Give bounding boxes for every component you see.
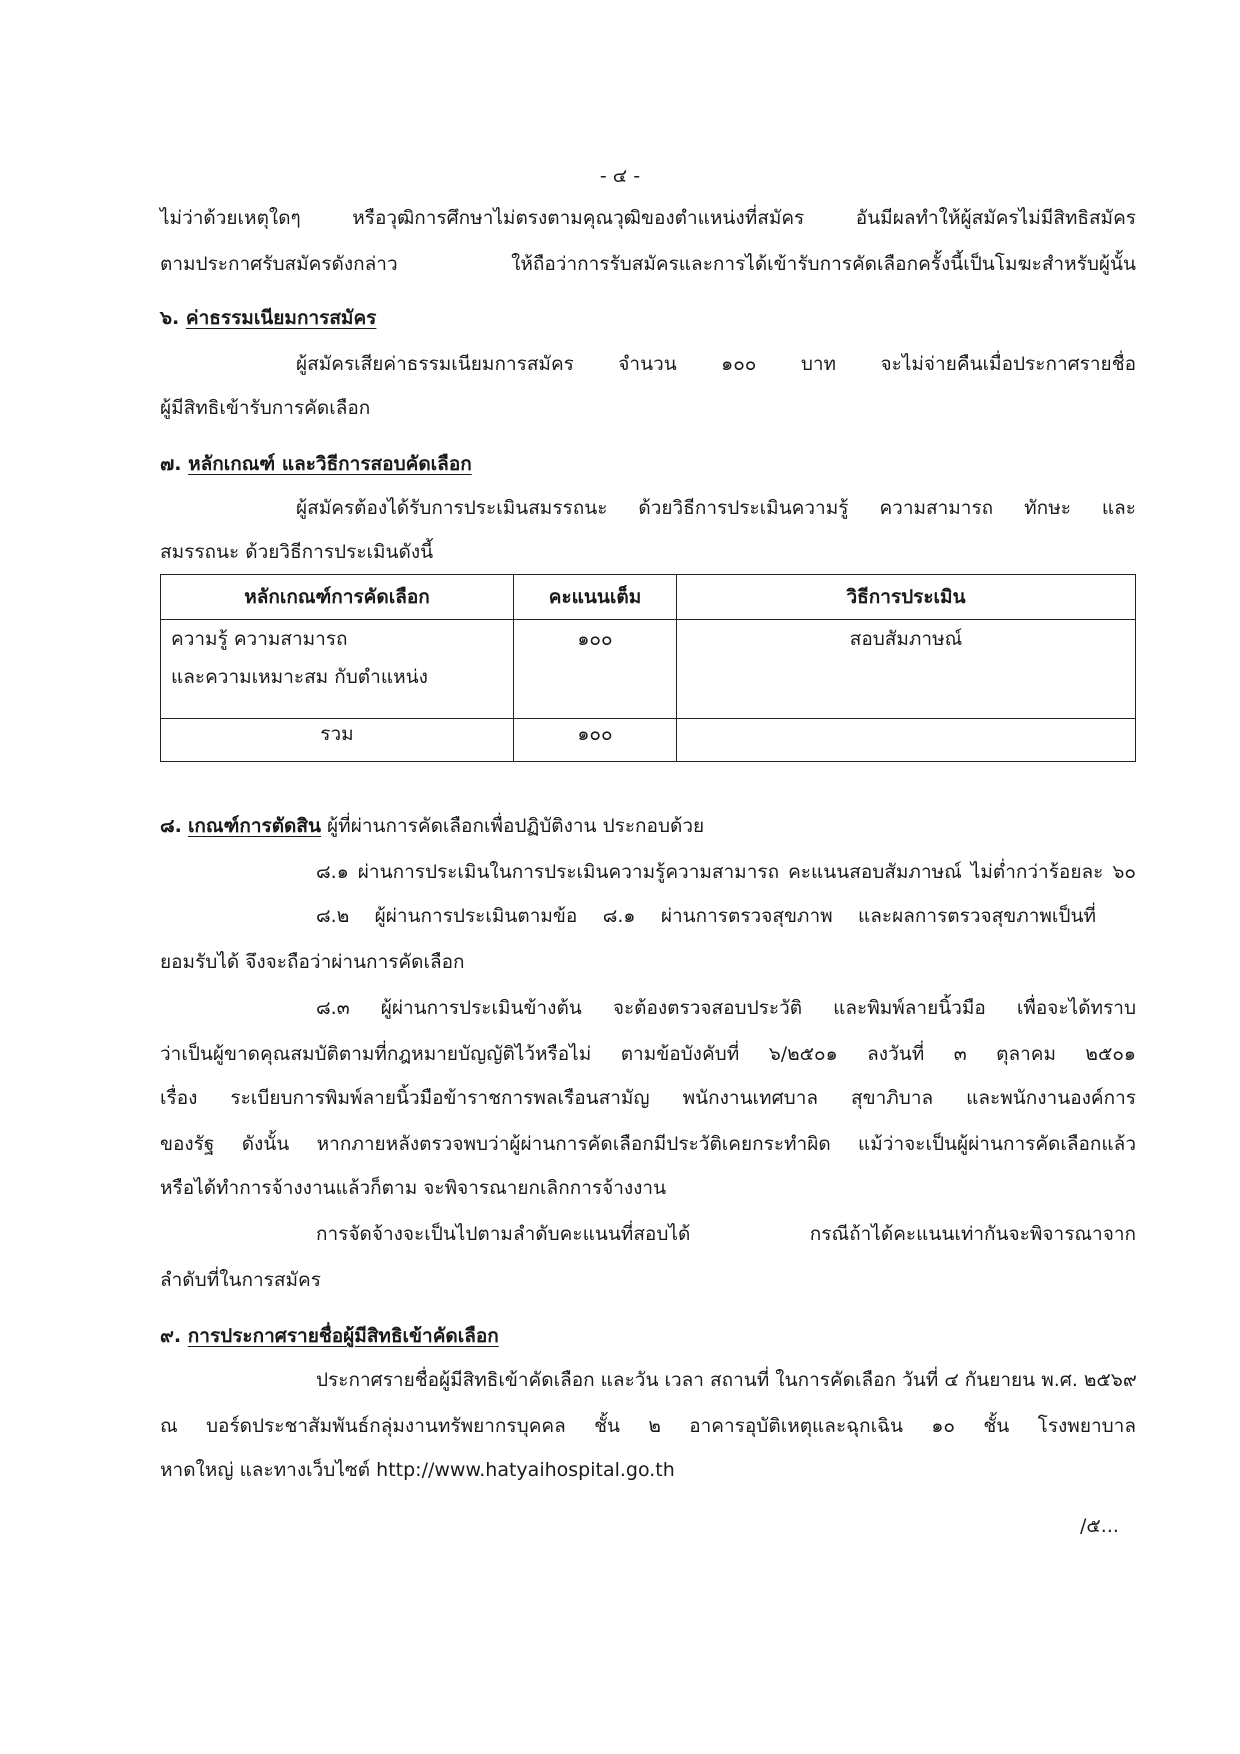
item-8-1: ๘.๑ ผ่านการประเมินในการประเมินความรู้ความสามารถ คะแนนสอบสัมภาษณ์ ไม่ต่ำกว่าร้อยละ ๖๐: [316, 861, 1136, 883]
criteria-table: [160, 574, 1136, 762]
intro-line-2: ตามประกาศรับสมัครดังกล่าว ให้ถือว่าการรับสมัครและการได้เข้ารับการคัดเลือกครั้งนี้เป็นโมฆะสำหรับผู้นั้น: [160, 253, 1136, 275]
header-method: วิธีการประเมิน: [677, 575, 1136, 620]
item-8-4-line-2: ลำดับที่ในการสมัคร: [160, 1269, 321, 1291]
item-8-3-line-4: ของรัฐ ดังนั้น หากภายหลังตรวจพบว่าผู้ผ่านการคัดเลือกมีประวัติเคยกระทำผิด แม้ว่าจะเป็นผู้ผ่านการคัดเลือกแล้ว: [160, 1133, 1136, 1155]
item-8-3-line-1: ๘.๓ ผู้ผ่านการประเมินข้างต้น จะต้องตรวจสอบประวัติ และพิมพ์ลายนิ้วมือ เพื่อจะได้ทราบ: [316, 997, 1136, 1019]
section-9-line-2: ณ บอร์ดประชาสัมพันธ์กลุ่มงานทรัพยากรบุคคล ชั้น ๒ อาคารอุบัติเหตุและฉุกเฉิน ๑๐ ชั้น โรงพยาบาล: [160, 1415, 1136, 1437]
section-9-line-3: หาดใหญ่ และทางเว็บไซต์ http://www.hatyaihospital.go.th: [160, 1459, 675, 1481]
criteria-table-header: [161, 575, 1136, 620]
method-cell: สอบสัมภาษณ์: [677, 620, 1136, 719]
section-7-line-1: ผู้สมัครต้องได้รับการประเมินสมรรถนะ ด้วยวิธีการประเมินความรู้ ความสามารถ ทักษะ และ: [296, 497, 1136, 519]
table-row: [161, 620, 1136, 719]
score-cell: ๑๐๐: [514, 620, 677, 719]
section-9-title: การประกาศรายชื่อผู้มีสิทธิเข้าคัดเลือก: [187, 1325, 499, 1347]
section-8-number: ๘.: [160, 815, 182, 837]
item-8-4-line-1: การจัดจ้างจะเป็นไปตามลำดับคะแนนที่สอบได้ กรณีถ้าได้คะแนนเท่ากันจะพิจารณาจาก: [316, 1223, 1136, 1245]
header-full-score: คะแนนเต็ม: [514, 575, 677, 620]
section-6-line-2: ผู้มีสิทธิเข้ารับการคัดเลือก: [160, 397, 371, 419]
item-8-3-line-3: เรื่อง ระเบียบการพิมพ์ลายนิ้วมือข้าราชการพลเรือนสามัญ พนักงานเทศบาล สุขาภิบาล และพนักงานองค์การ: [160, 1087, 1136, 1109]
section-6-title: ค่าธรรมเนียมการสมัคร: [185, 307, 377, 329]
item-8-2-line-2: ยอมรับได้ จึงจะถือว่าผ่านการคัดเลือก: [160, 951, 465, 973]
total-method-empty: [677, 719, 1136, 762]
table-row-total: [161, 719, 1136, 762]
section-6-line-1: ผู้สมัครเสียค่าธรรมเนียมการสมัคร จำนวน ๑๐๐ บาท จะไม่จ่ายคืนเมื่อประกาศรายชื่อ: [296, 353, 1136, 375]
page-number: - ๔ -: [599, 165, 641, 187]
intro-line-1: ไม่ว่าด้วยเหตุใดๆ หรือวุฒิการศึกษาไม่ตรงตามคุณวุฒิของตำแหน่งที่สมัคร อันมีผลทำให้ผู้สมัครไม่มีสิทธิสมัคร: [160, 207, 1136, 229]
section-6-heading: [160, 304, 376, 332]
total-score: ๑๐๐: [514, 719, 677, 762]
section-9-line-1: ประกาศรายชื่อผู้มีสิทธิเข้าคัดเลือก และวัน เวลา สถานที่ ในการคัดเลือก วันที่ ๔ กันยายน พ.ศ. ๒๕๖๙: [316, 1369, 1137, 1391]
section-7-heading: [160, 450, 472, 478]
section-7-line-2: สมรรถนะ ด้วยวิธีการประเมินดังนี้: [160, 541, 434, 563]
criteria-line-1: ความรู้ ความสามารถ: [171, 628, 348, 650]
section-8-title-rest: ผู้ที่ผ่านการคัดเลือกเพื่อปฏิบัติงาน ประกอบด้วย: [327, 815, 705, 837]
section-9-number: ๙.: [160, 1325, 182, 1347]
section-9-heading: [160, 1322, 499, 1350]
section-6-number: ๖.: [160, 307, 180, 329]
item-8-3-line-2: ว่าเป็นผู้ขาดคุณสมบัติตามที่กฎหมายบัญญัติไว้หรือไม่ ตามข้อบังคับที่ ๖/๒๕๐๑ ลงวันที่ ๓ ตุลาคม ๒๕๐๑: [160, 1043, 1136, 1065]
item-8-3-line-5: หรือได้ทำการจ้างงานแล้วก็ตาม จะพิจารณายกเลิกการจ้างงาน: [160, 1177, 667, 1199]
section-7-title: หลักเกณฑ์ และวิธีการสอบคัดเลือก: [188, 453, 472, 475]
header-criteria: หลักเกณฑ์การคัดเลือก: [161, 575, 514, 620]
total-label: รวม: [161, 719, 514, 762]
criteria-line-2: และความเหมาะสม กับตำแหน่ง: [171, 666, 428, 688]
item-8-2-line-1: ๘.๒ ผู้ผ่านการประเมินตามข้อ ๘.๑ ผ่านการตรวจสุขภาพ และผลการตรวจสุขภาพเป็นที่: [316, 905, 1096, 927]
continuation-marker: /๕...: [1080, 1515, 1119, 1537]
section-8-title: เกณฑ์การตัดสิน: [187, 815, 321, 837]
criteria-cell: [161, 620, 514, 719]
section-8-heading: [160, 812, 704, 840]
section-7-number: ๗.: [160, 453, 182, 475]
